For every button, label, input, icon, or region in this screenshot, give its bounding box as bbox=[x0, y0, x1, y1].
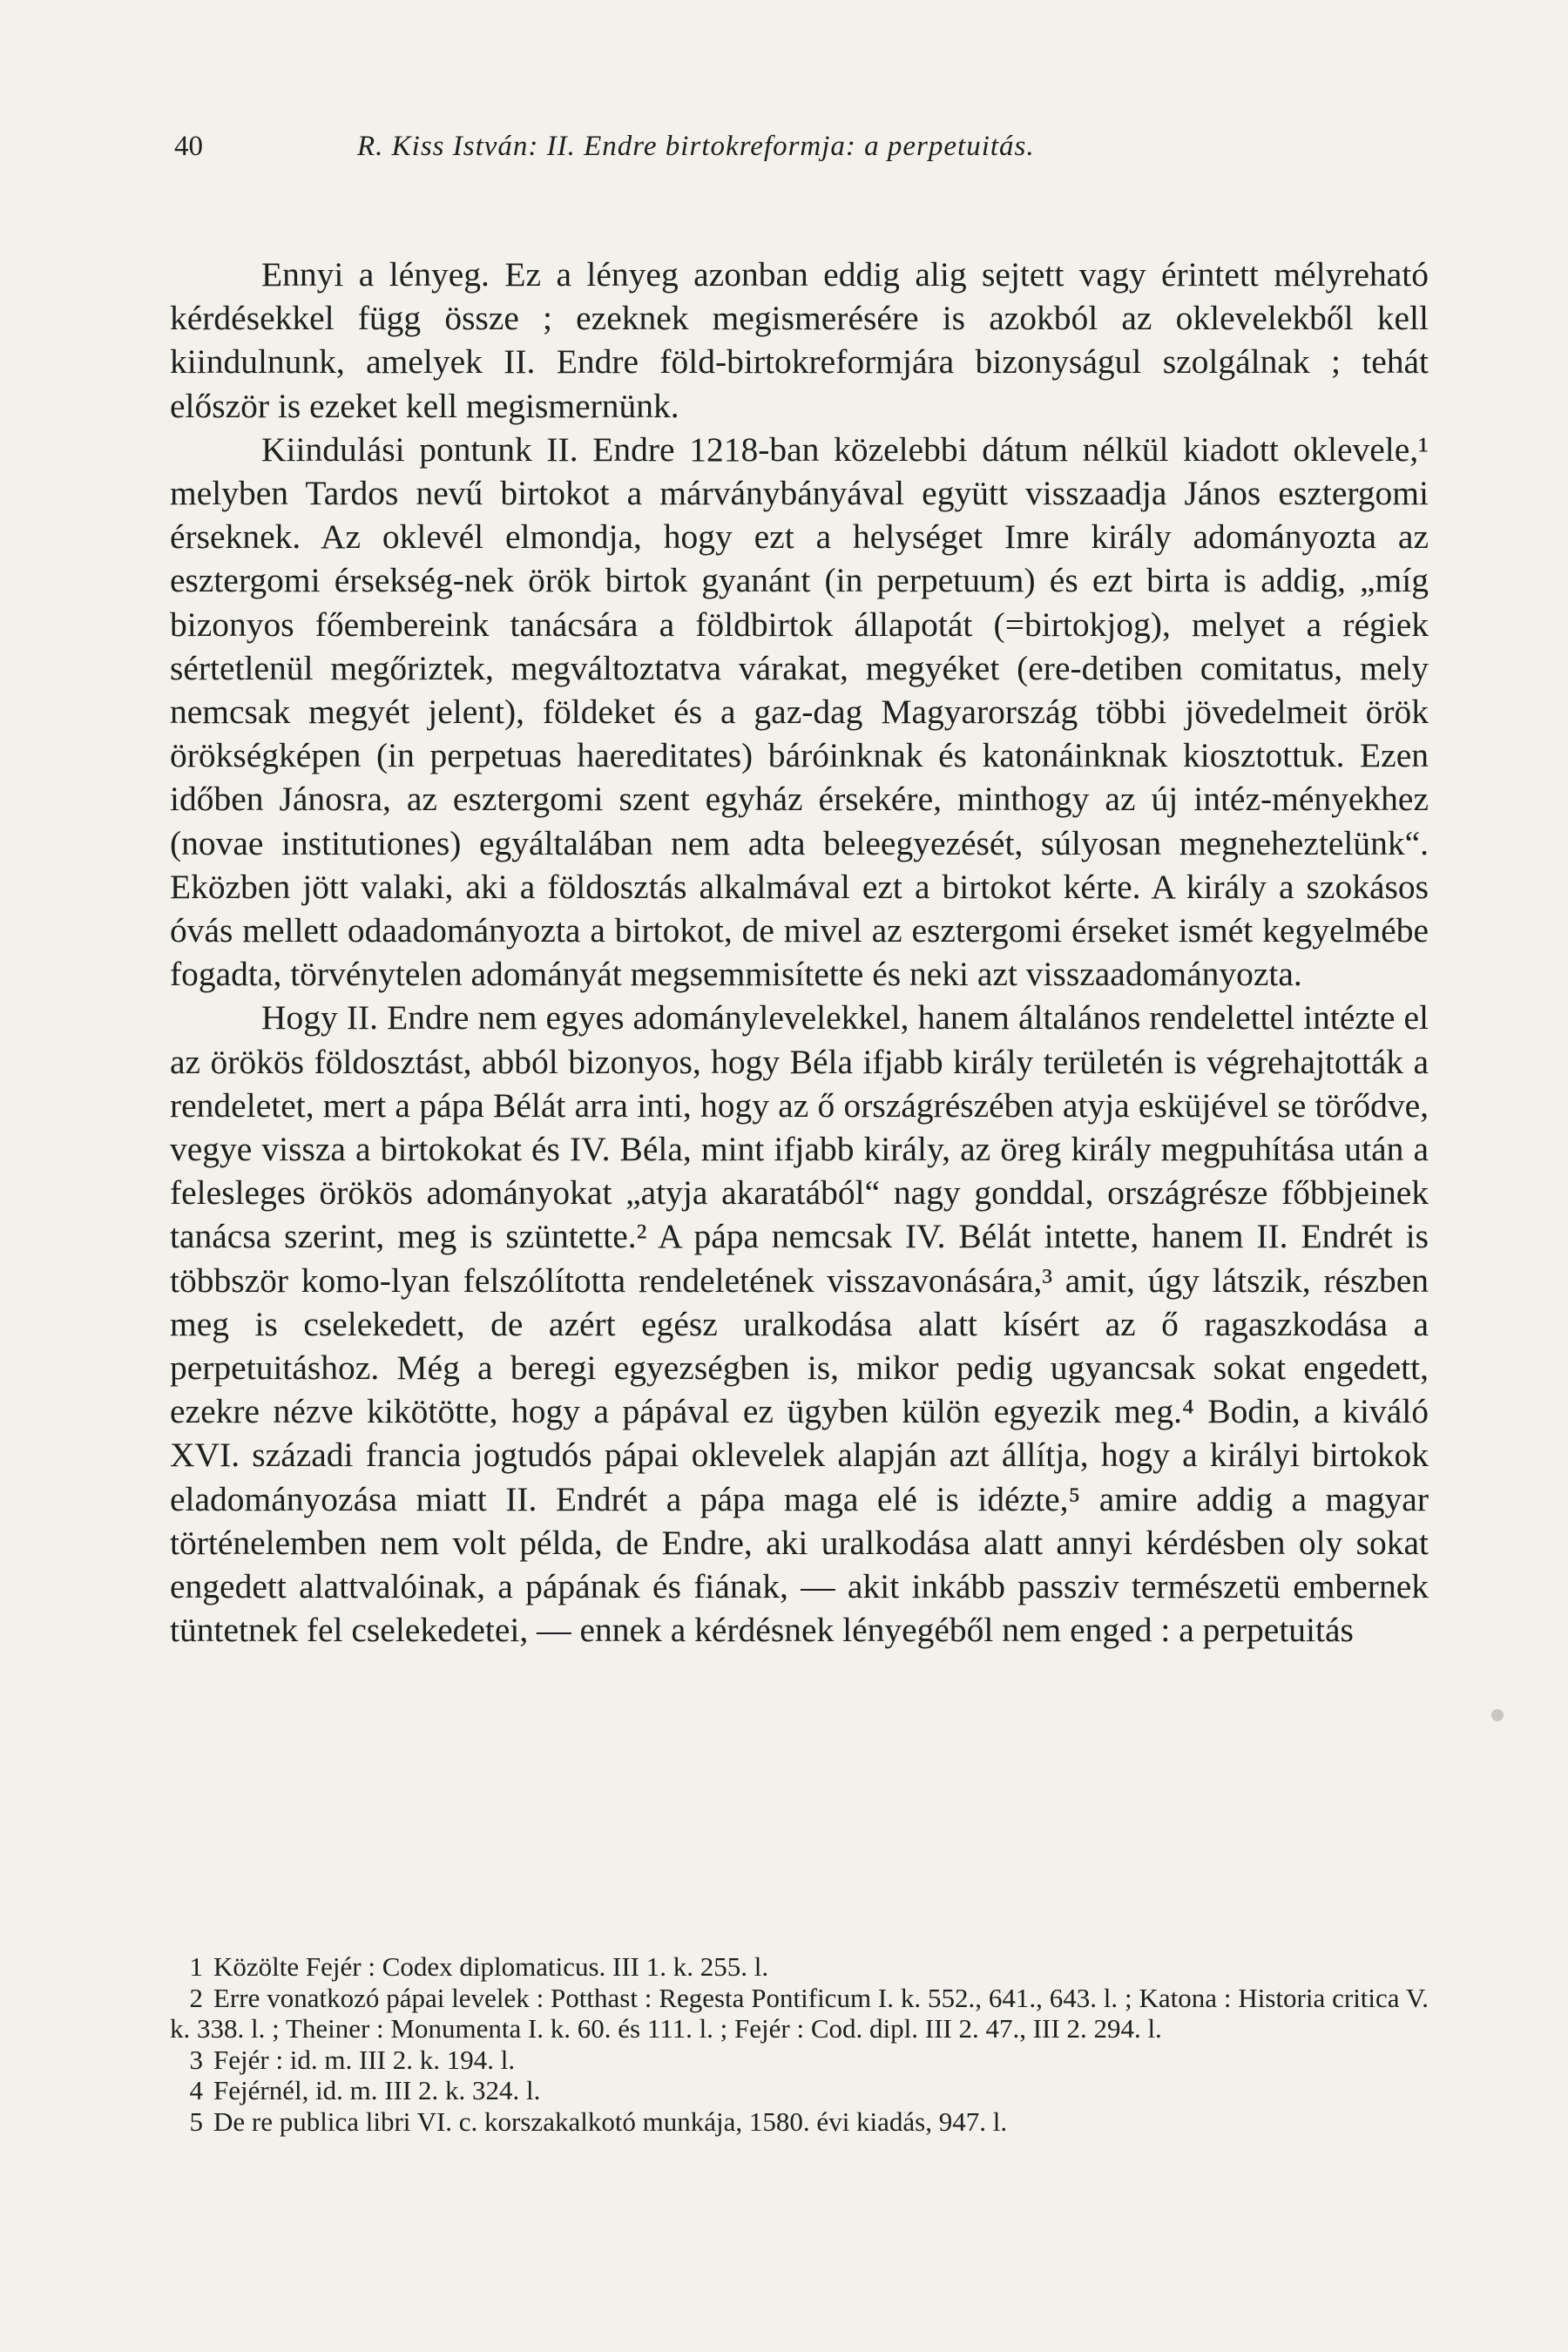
footnote-number: 3 bbox=[189, 2044, 203, 2075]
footnote-text: Fejér : id. m. III 2. k. 194. l. bbox=[213, 2044, 516, 2075]
footnote-text: Erre vonatkozó pápai levelek : Potthast : Regesta Pontificum I. k. 552., 641., 643. l. ; Katona : Historia critica V. k. 338. l. ; Theiner : Monumenta I. k. 60. és 111. l. ; Fejér : Cod. dipl. III 2. 47., III 2. 294. l. bbox=[170, 1982, 1429, 2044]
running-head bbox=[174, 131, 1429, 174]
paragraph-1: Ennyi a lényeg. Ez a lényeg azonban eddig alig sejtett vagy érintett mélyreható kérdésekkel függ össze ; ezeknek megismerésére is azokból az oklevelekből kell kiindulnunk, amelyek II. Endre föld-birtokreformjára bizonyságul szolgálnak ; tehát először is ezeket kell megismernünk. bbox=[170, 255, 1429, 425]
running-title: R. Kiss István: II. Endre birtokreformja: a perpetuitás. bbox=[357, 131, 1035, 162]
paper-speck bbox=[1491, 1709, 1504, 1721]
footnote-2 bbox=[170, 1983, 1429, 2044]
page-number: 40 bbox=[174, 131, 203, 162]
paragraph-3: Hogy II. Endre nem egyes adománylevelekkel, hanem általános rendelettel intézte el az örökös földosztást, abból bizonyos, hogy Béla ifjabb király területén is végrehajtották a rendeletet, mert a pápa Bélát arra inti, hogy az ő országrészében atyja esküjével se törődve, vegye vissza a birtokokat és IV. Béla, mint ifjabb király, az öreg király megpuhítása után a felesleges örökös adományokat „atyja akaratából“ nagy gonddal, országrésze főbbjeinek tanácsa szerint, meg is szüntette.² A pápa nemcsak IV. Bélát intette, hanem II. Endrét is többször komo-lyan felszólította rendeletének visszavonására,³ amit, úgy látszik, részben meg is cselekedett, de azért egész uralkodása alatt kísért az ő ragaszkodása a perpetuitáshoz. Még a beregi egyezségben is, mikor pedig ugyancsak sokat engedett, ezekre nézve kikötötte, hogy a pápával ez ügyben külön egyezik meg.⁴ Bodin, a kiváló XVI. századi francia jogtudós pápai oklevelek alapján azt állítja, hogy a királyi birtokok eladományozása miatt II. Endrét a pápa maga elé is idézte,⁵ amire addig a magyar történelemben nem volt példa, de Endre, aki uralkodása alatt annyi kérdésben oly sokat engedett alattvalóinak, a pápának és fiának, — akit inkább passziv természetü embernek tüntetnek fel cselekedetei, — ennek a kérdésnek lényegéből nem enged : a perpetuitás bbox=[170, 998, 1429, 1650]
footnote-text: De re publica libri VI. c. korszakalkotó munkája, 1580. évi kiadás, 947. l. bbox=[213, 2105, 1008, 2137]
footnote-4 bbox=[170, 2075, 1429, 2106]
footnotes bbox=[170, 1951, 1429, 2137]
footnote-number: 1 bbox=[189, 1951, 203, 1982]
footnote-3 bbox=[170, 2044, 1429, 2076]
paragraph-2: Kiindulási pontunk II. Endre 1218-ban közelebbi dátum nélkül kiadott oklevele,¹ melyben Tardos nevű birtokot a márványbányával együtt visszaadja János esztergomi érseknek. Az oklevél elmondja, hogy ezt a helységet Imre király adományozta az esztergomi érsekség-nek örök birtok gyanánt (in perpetuum) és ezt birta is addig, „míg bizonyos főembereink tanácsára a földbirtok állapotát (=birtokjog), melyet a régiek sértetlenül megőriztek, megváltoztatva várakat, megyéket (ere-detiben comitatus, mely nemcsak megyét jelent), földeket és a gaz-dag Magyarország többi jövedelmeit örök örökségképen (in perpetuas haereditates) báróinknak és katonáinknak kiosztottuk. Ezen időben Jánosra, az esztergomi szent egyház érsekére, minthogy az új intéz-ményekhez (novae institutiones) egyáltalában nem adta beleegyezését, súlyosan megneheztelünk“. Eközben jött valaki, aki a földosztás alkalmával ezt a birtokot kérte. A király a szokásos óvás mellett odaadományozta a birtokot, de mivel az esztergomi érseket ismét kegyelmébe fogadta, törvénytelen adományát megsemmisítette és neki azt visszaadományozta. bbox=[170, 429, 1429, 994]
footnote-number: 4 bbox=[189, 2075, 203, 2105]
footnote-text: Fejérnél, id. m. III 2. k. 324. l. bbox=[213, 2075, 541, 2105]
footnote-1 bbox=[170, 1951, 1429, 1983]
footnote-5 bbox=[170, 2106, 1429, 2138]
footnote-number: 2 bbox=[189, 1982, 203, 2013]
footnote-text: Közölte Fejér : Codex diplomaticus. III 1. k. 255. l. bbox=[213, 1951, 769, 1982]
footnote-number: 5 bbox=[189, 2105, 203, 2137]
body-text bbox=[170, 253, 1429, 1652]
